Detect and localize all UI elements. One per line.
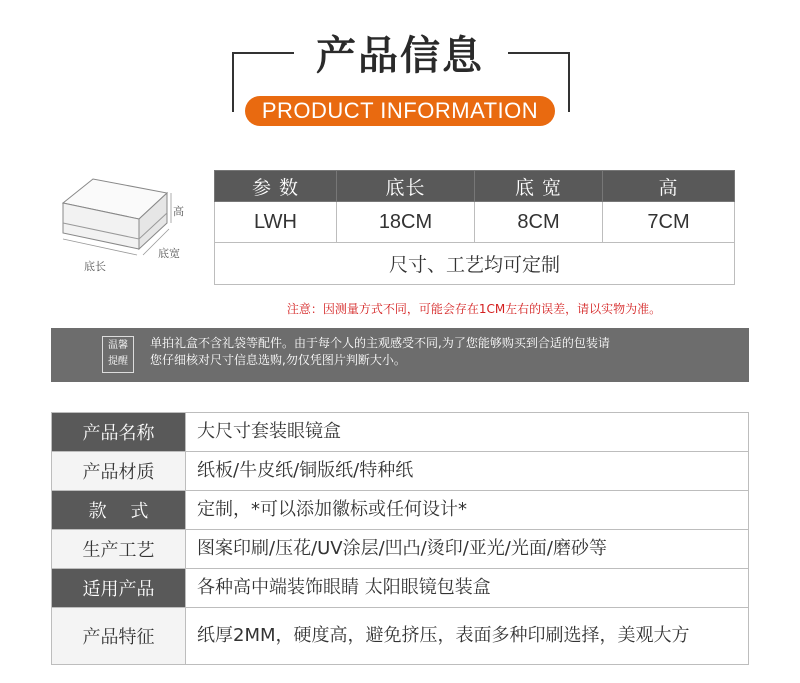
row-value-applicable: 各种高中端装饰眼睛 太阳眼镜包装盒 bbox=[186, 569, 749, 608]
measurement-warning: 注意：因测量方式不同，可能会存在1CM左右的误差，请以实物为准。 bbox=[286, 302, 662, 316]
size-table-header bbox=[215, 171, 735, 202]
tip-badge bbox=[102, 336, 134, 373]
box-dimension-diagram bbox=[55, 175, 175, 265]
size-header-width: 底 宽 bbox=[475, 171, 603, 202]
row-label-process: 生产工艺 bbox=[52, 530, 186, 569]
size-value-param: LWH bbox=[215, 202, 337, 243]
size-value-width: 8CM bbox=[475, 202, 603, 243]
size-header-param: 参 数 bbox=[215, 171, 337, 202]
table-row bbox=[52, 413, 749, 452]
table-row bbox=[52, 569, 749, 608]
table-row bbox=[52, 608, 749, 665]
tip-text bbox=[150, 335, 740, 369]
height-label: 高 bbox=[173, 205, 184, 218]
width-label: 底宽 bbox=[158, 247, 180, 260]
row-value-style: 定制，*可以添加徽标或任何设计* bbox=[186, 491, 749, 530]
row-label-material: 产品材质 bbox=[52, 452, 186, 491]
size-table-values bbox=[215, 202, 735, 243]
size-table bbox=[214, 170, 735, 285]
tip-text-line1: 单拍礼盒不含礼袋等配件。由于每个人的主观感受不同,为了您能够购买到合适的包装请 bbox=[150, 336, 610, 350]
row-label-applicable: 适用产品 bbox=[52, 569, 186, 608]
tip-badge-line1: 温馨 bbox=[108, 340, 128, 351]
tip-badge-line2: 提醒 bbox=[108, 356, 128, 367]
table-row bbox=[52, 491, 749, 530]
size-table-note-row bbox=[215, 243, 735, 285]
tip-text-line2: 您仔细核对尺寸信息选购,勿仅凭图片判断大小。 bbox=[150, 353, 406, 367]
row-label-style: 款 式 bbox=[52, 491, 186, 530]
size-header-length: 底长 bbox=[337, 171, 475, 202]
product-info-table bbox=[51, 412, 749, 665]
page-subtitle-badge: PRODUCT INFORMATION bbox=[245, 96, 555, 126]
row-value-process: 图案印刷/压花/UV涂层/凹凸/烫印/亚光/光面/磨砂等 bbox=[186, 530, 749, 569]
size-header-height: 高 bbox=[603, 171, 735, 202]
row-value-name: 大尺寸套装眼镜盒 bbox=[186, 413, 749, 452]
customizable-note: 尺寸、工艺均可定制 bbox=[215, 243, 735, 285]
size-value-length: 18CM bbox=[337, 202, 475, 243]
length-label: 底长 bbox=[84, 260, 106, 273]
row-value-material: 纸板/牛皮纸/铜版纸/特种纸 bbox=[186, 452, 749, 491]
row-value-features: 纸厚2MM，硬度高，避免挤压，表面多种印刷选择，美观大方 bbox=[186, 608, 749, 665]
size-value-height: 7CM bbox=[603, 202, 735, 243]
table-row bbox=[52, 452, 749, 491]
page-title: 产品信息 bbox=[316, 32, 484, 79]
table-row bbox=[52, 530, 749, 569]
row-label-name: 产品名称 bbox=[52, 413, 186, 452]
row-label-features: 产品特征 bbox=[52, 608, 186, 665]
